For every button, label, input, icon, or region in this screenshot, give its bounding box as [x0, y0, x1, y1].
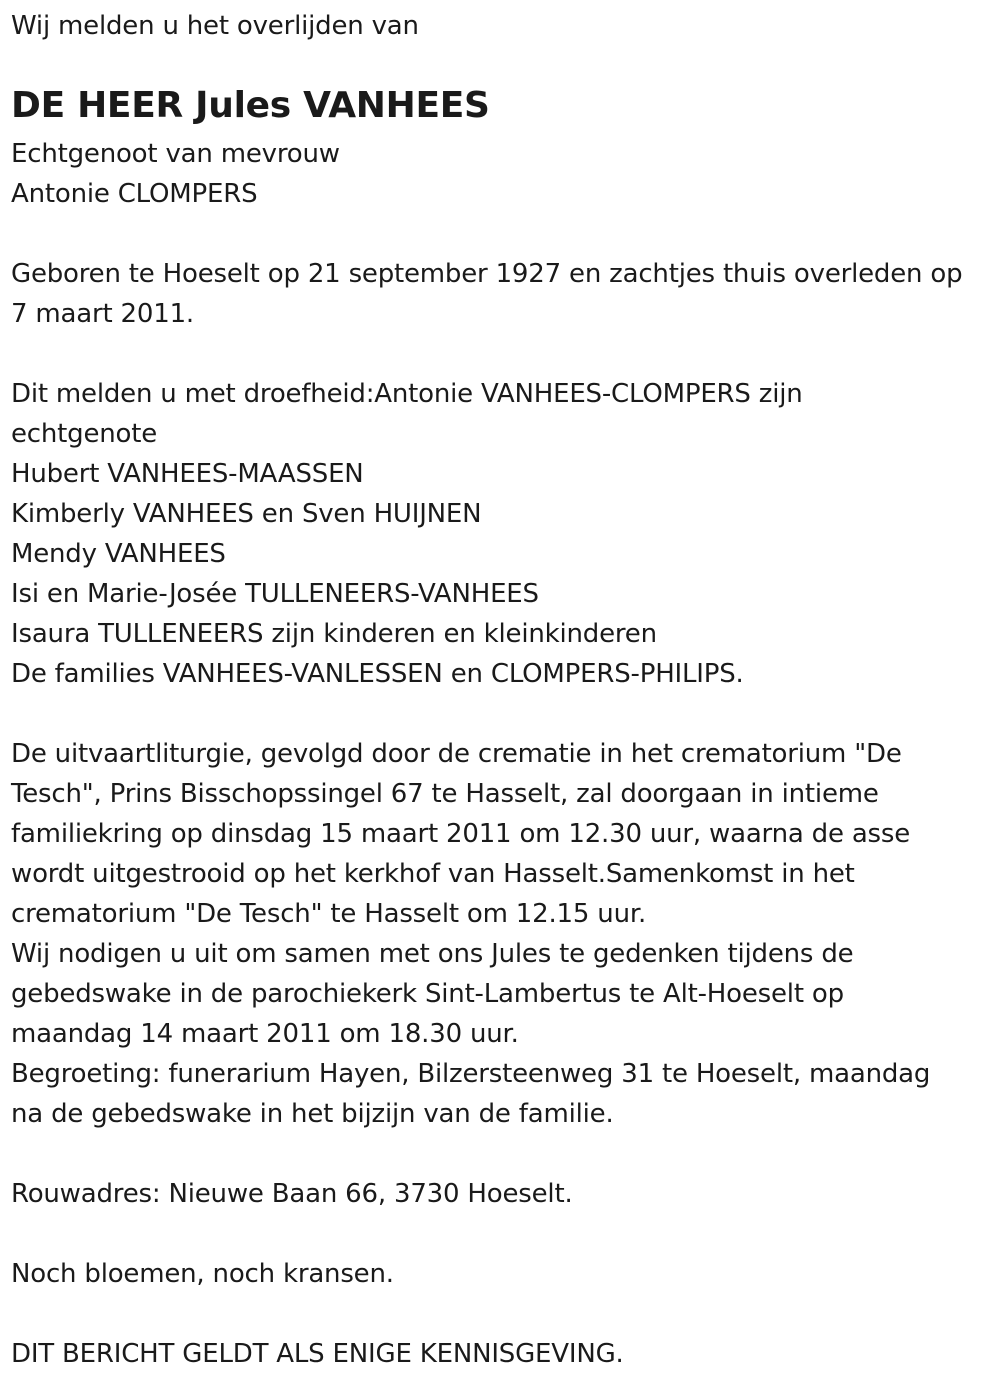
- spouse-line: Antonie CLOMPERS: [11, 179, 258, 209]
- family-line: Hubert VANHEES-MAASSEN: [11, 459, 364, 489]
- flowers-note: Noch bloemen, noch kransen.: [11, 1259, 394, 1289]
- funeral-line: familiekring op dinsdag 15 maart 2011 om 12.30 uur, waarna de asse: [11, 819, 911, 849]
- family-line: Mendy VANHEES: [11, 539, 226, 569]
- funeral-line: Tesch", Prins Bisschopssingel 67 te Hasselt, zal doorgaan in intieme: [11, 779, 879, 809]
- family-section: [11, 374, 803, 694]
- intro-text: Wij melden u het overlijden van: [11, 11, 419, 41]
- spouse-section: [11, 134, 340, 214]
- funeral-section: [11, 734, 930, 1134]
- birth-death-line: 7 maart 2011.: [11, 299, 194, 329]
- birth-death-section: [11, 254, 962, 334]
- funeral-line: gebedswake in de parochiekerk Sint-Lambertus te Alt-Hoeselt op: [11, 979, 844, 1009]
- spouse-line: Echtgenoot van mevrouw: [11, 139, 340, 169]
- family-line: Isi en Marie-Josée TULLENEERS-VANHEES: [11, 579, 539, 609]
- funeral-line: Wij nodigen u uit om samen met ons Jules te gedenken tijdens de: [11, 939, 854, 969]
- mourning-address: Rouwadres: Nieuwe Baan 66, 3730 Hoeselt.: [11, 1179, 573, 1209]
- funeral-line: Begroeting: funerarium Hayen, Bilzersteenweg 31 te Hoeselt, maandag: [11, 1059, 931, 1089]
- family-line: De families VANHEES-VANLESSEN en CLOMPERS-PHILIPS.: [11, 659, 744, 689]
- funeral-line: De uitvaartliturgie, gevolgd door de crematie in het crematorium "De: [11, 739, 902, 769]
- deceased-name: DE HEER Jules VANHEES: [11, 85, 490, 126]
- funeral-line: maandag 14 maart 2011 om 18.30 uur.: [11, 1019, 519, 1049]
- funeral-line: wordt uitgestrooid op het kerkhof van Hasselt.Samenkomst in het: [11, 859, 855, 889]
- family-line: echtgenote: [11, 419, 158, 449]
- funeral-line: crematorium "De Tesch" te Hasselt om 12.15 uur.: [11, 899, 647, 929]
- birth-death-line: Geboren te Hoeselt op 21 september 1927 en zachtjes thuis overleden op: [11, 259, 963, 289]
- family-line: Isaura TULLENEERS zijn kinderen en kleinkinderen: [11, 619, 657, 649]
- family-line: Dit melden u met droefheid:Antonie VANHEES-CLOMPERS zijn: [11, 379, 803, 409]
- official-notice: DIT BERICHT GELDT ALS ENIGE KENNISGEVING.: [11, 1339, 624, 1369]
- family-line: Kimberly VANHEES en Sven HUIJNEN: [11, 499, 482, 529]
- funeral-line: na de gebedswake in het bijzijn van de familie.: [11, 1099, 614, 1129]
